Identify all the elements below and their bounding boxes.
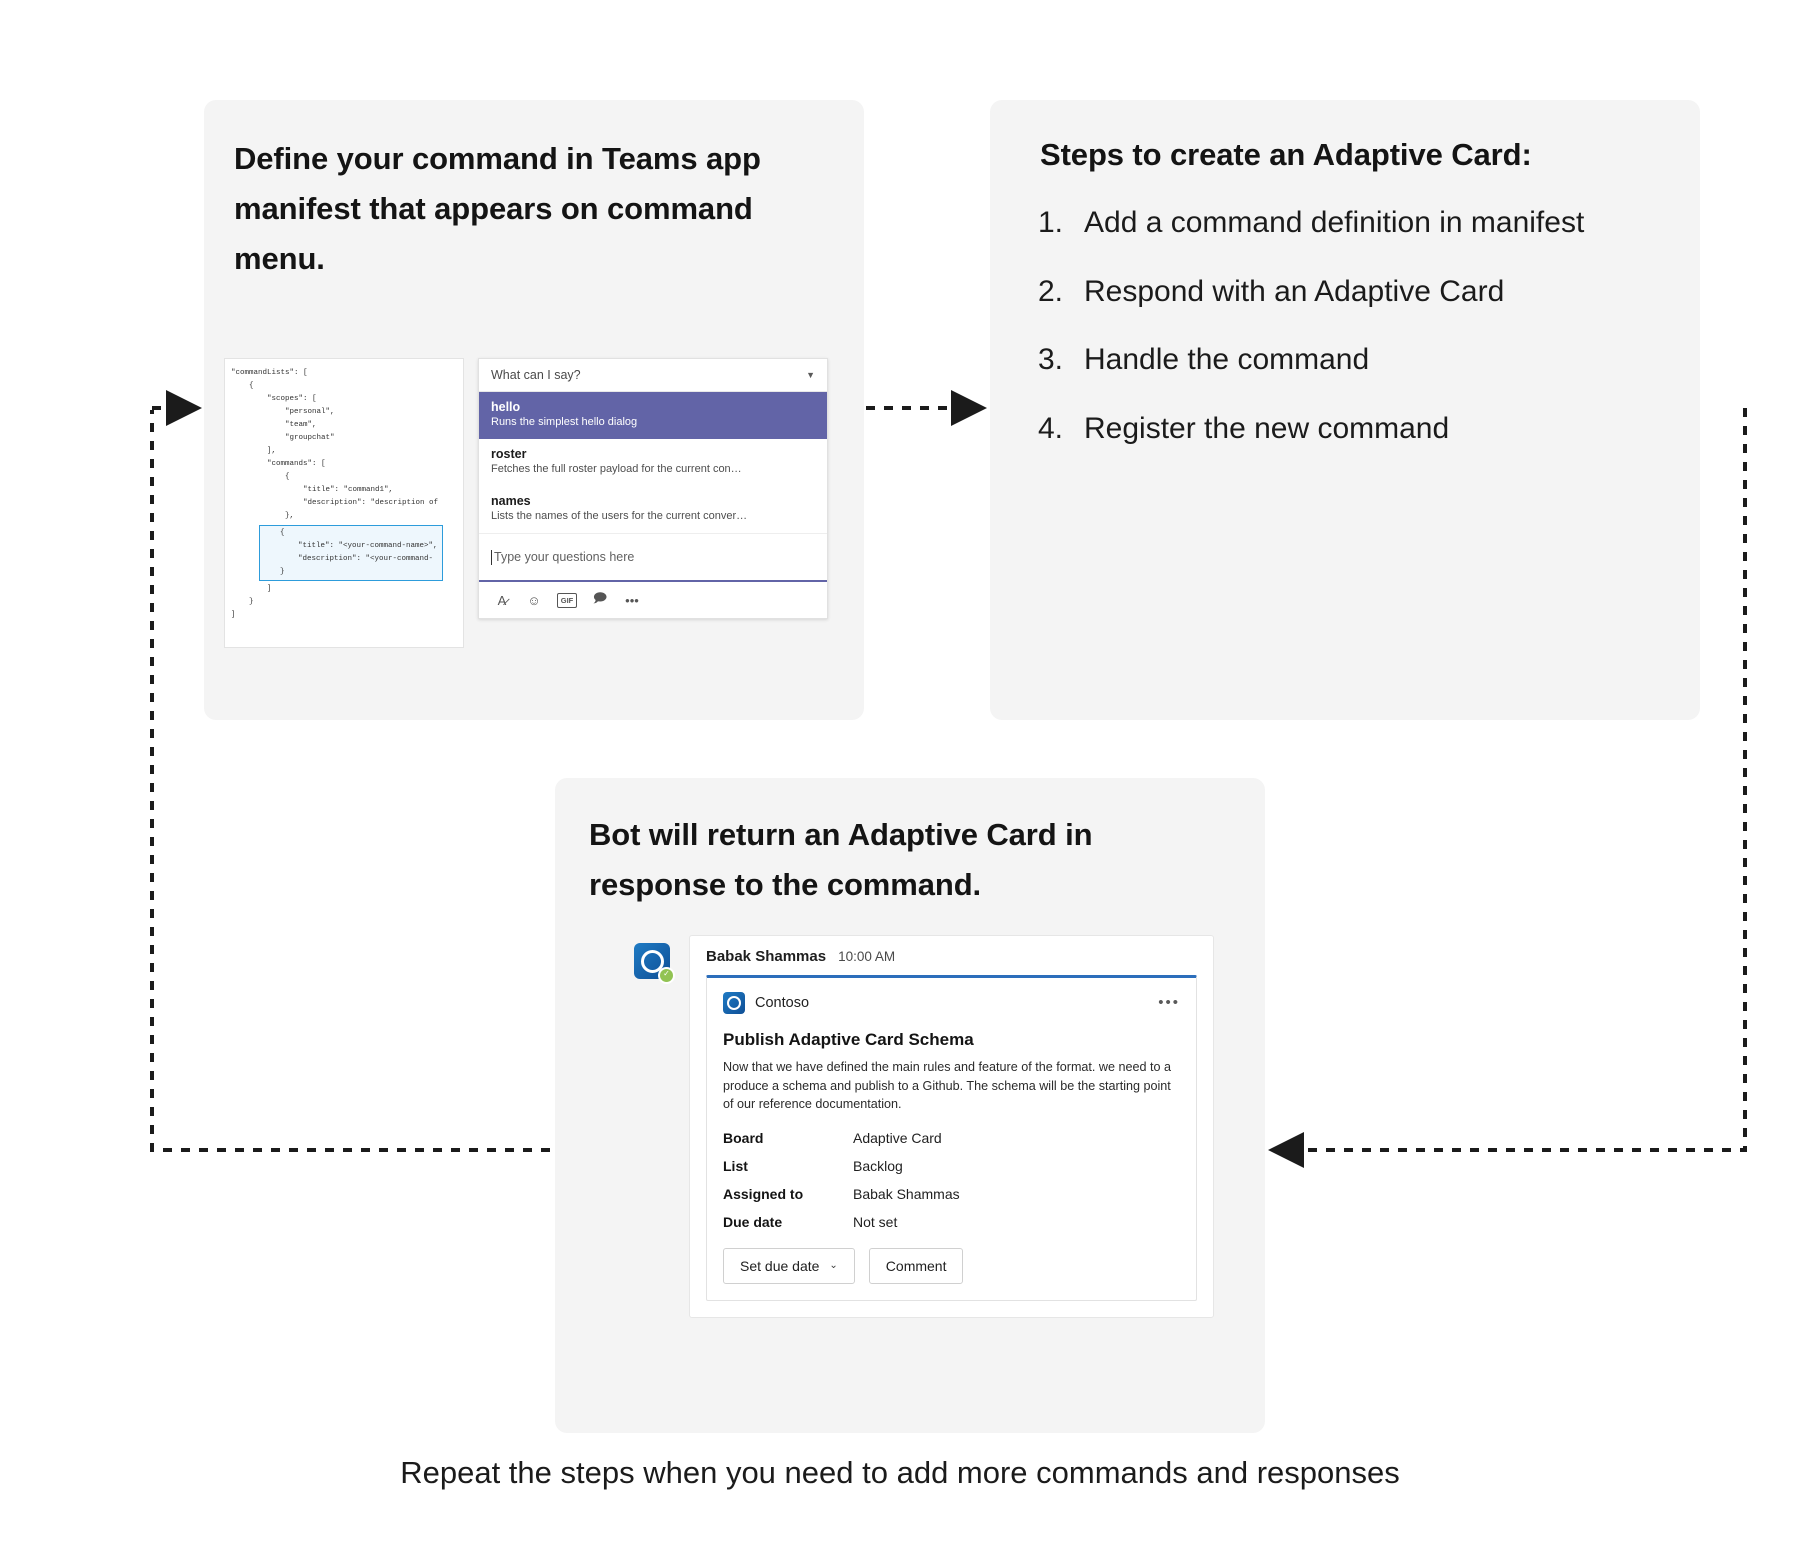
emoji-icon[interactable]: ☺ <box>527 592 541 608</box>
code-line: "title": "<your-command-name>", <box>262 542 438 550</box>
step-number: 1. <box>1038 206 1064 240</box>
message-header <box>706 948 1197 975</box>
message-timestamp: 10:00 AM <box>838 949 896 964</box>
fact-key: List <box>723 1157 748 1174</box>
avatar <box>634 943 672 981</box>
fact-key: Board <box>723 1129 764 1146</box>
code-line: "team", <box>231 421 317 429</box>
command-menu-header-label: What can I say? <box>491 368 581 382</box>
format-text-icon[interactable]: A̷ <box>497 592 507 608</box>
steps-list <box>1024 202 1666 450</box>
footer-caption: Repeat the steps when you need to add more commands and responses <box>400 1455 1400 1490</box>
code-line: } <box>231 598 254 606</box>
more-options-icon[interactable]: ••• <box>1158 994 1180 1011</box>
message-author: Babak Shammas <box>706 948 827 965</box>
list-item <box>1038 271 1666 314</box>
compose-box[interactable] <box>479 533 827 582</box>
code-line: "scopes": [ <box>231 395 317 403</box>
code-line: ] <box>231 611 236 619</box>
command-menu-item-names[interactable] <box>479 486 827 533</box>
fact-value: Not set <box>853 1213 898 1230</box>
sticker-icon[interactable]: 🗩 <box>592 590 608 605</box>
ring-shape <box>727 996 741 1010</box>
code-line: } <box>262 568 285 576</box>
step-label: Handle the command <box>1084 343 1370 377</box>
panel-bot-title: Bot will return an Adaptive Card in response to the command. <box>589 817 1093 903</box>
step-label: Register the new command <box>1084 412 1450 445</box>
fact-key: Due date <box>723 1213 783 1230</box>
command-name: hello <box>491 400 521 414</box>
code-line: "commands": [ <box>231 460 326 468</box>
contoso-logo-icon <box>723 992 745 1014</box>
step-number: 4. <box>1038 412 1064 445</box>
fact-value: Backlog <box>853 1157 903 1174</box>
fact-row <box>723 1158 1180 1174</box>
list-item <box>1038 339 1666 382</box>
text-caret <box>491 550 492 565</box>
code-line: "description": "<your-command- <box>262 555 434 563</box>
command-menu-header[interactable] <box>479 359 827 392</box>
manifest-code-mock <box>224 358 464 648</box>
compose-toolbar <box>479 582 827 618</box>
step-number: 3. <box>1038 343 1064 377</box>
fact-row <box>723 1130 1180 1146</box>
command-menu-item-hello[interactable] <box>479 392 827 439</box>
code-line: "description": "description of <box>231 499 439 507</box>
set-due-date-button[interactable] <box>723 1248 855 1284</box>
code-line: "title": "command1", <box>231 486 394 494</box>
step-label: Add a command definition in manifest <box>1084 206 1585 240</box>
fact-key: Assigned to <box>723 1185 804 1202</box>
fact-row <box>723 1214 1180 1230</box>
panel-steps-title: Steps to create an Adaptive Card: <box>1040 137 1532 172</box>
command-name: names <box>491 494 531 508</box>
code-line: "personal", <box>231 408 335 416</box>
card-title: Publish Adaptive Card Schema <box>723 1030 974 1049</box>
fact-row <box>723 1186 1180 1202</box>
code-line: { <box>262 529 285 537</box>
step-number: 2. <box>1038 274 1064 308</box>
command-menu-item-roster[interactable] <box>479 439 827 486</box>
teams-message-mock <box>634 935 1214 1415</box>
code-line: ] <box>231 585 272 593</box>
code-line: "commandLists": [ <box>231 369 308 377</box>
fact-value: Babak Shammas <box>853 1185 960 1202</box>
set-due-date-label: Set due date <box>740 1257 820 1274</box>
step-label: Respond with an Adaptive Card <box>1084 274 1505 308</box>
list-item <box>1038 202 1666 245</box>
panel-define-title: Define your command in Teams app manifest that appears on command menu. <box>234 141 761 277</box>
chevron-down-icon[interactable]: ▼ <box>806 370 815 380</box>
card-header <box>723 992 1180 1014</box>
compose-placeholder: Type your questions here <box>494 550 635 564</box>
command-description: Lists the names of the users for the current conver… <box>491 510 748 522</box>
code-line: "groupchat" <box>231 434 335 442</box>
card-actions <box>723 1248 1180 1284</box>
adaptive-card <box>706 975 1197 1301</box>
command-description: Fetches the full roster payload for the current con… <box>491 463 742 475</box>
command-name: roster <box>491 447 527 461</box>
code-line: { <box>231 382 254 390</box>
manifest-highlight-block <box>259 525 443 581</box>
comment-button[interactable] <box>869 1248 964 1284</box>
fact-value: Adaptive Card <box>853 1129 942 1146</box>
list-item <box>1038 408 1666 451</box>
card-body-text: Now that we have defined the main rules and feature of the format. we need to a produce a schema and publish to a Github. The schema will be the starting point of our reference documentation. <box>723 1060 1172 1111</box>
code-line: ], <box>231 447 277 455</box>
gif-icon[interactable]: GIF <box>557 593 577 608</box>
chevron-down-icon: ⌄ <box>829 1260 838 1271</box>
command-description: Runs the simplest hello dialog <box>491 416 638 428</box>
message-body <box>689 935 1214 1318</box>
code-line: }, <box>231 512 295 520</box>
presence-available-icon: ✓ <box>658 967 675 984</box>
panel-steps <box>990 100 1700 720</box>
command-menu-mock[interactable] <box>478 358 828 619</box>
more-options-icon[interactable]: ••• <box>625 592 639 608</box>
comment-label: Comment <box>885 1257 947 1274</box>
code-line: { <box>231 473 290 481</box>
card-brand-label: Contoso <box>755 995 810 1011</box>
